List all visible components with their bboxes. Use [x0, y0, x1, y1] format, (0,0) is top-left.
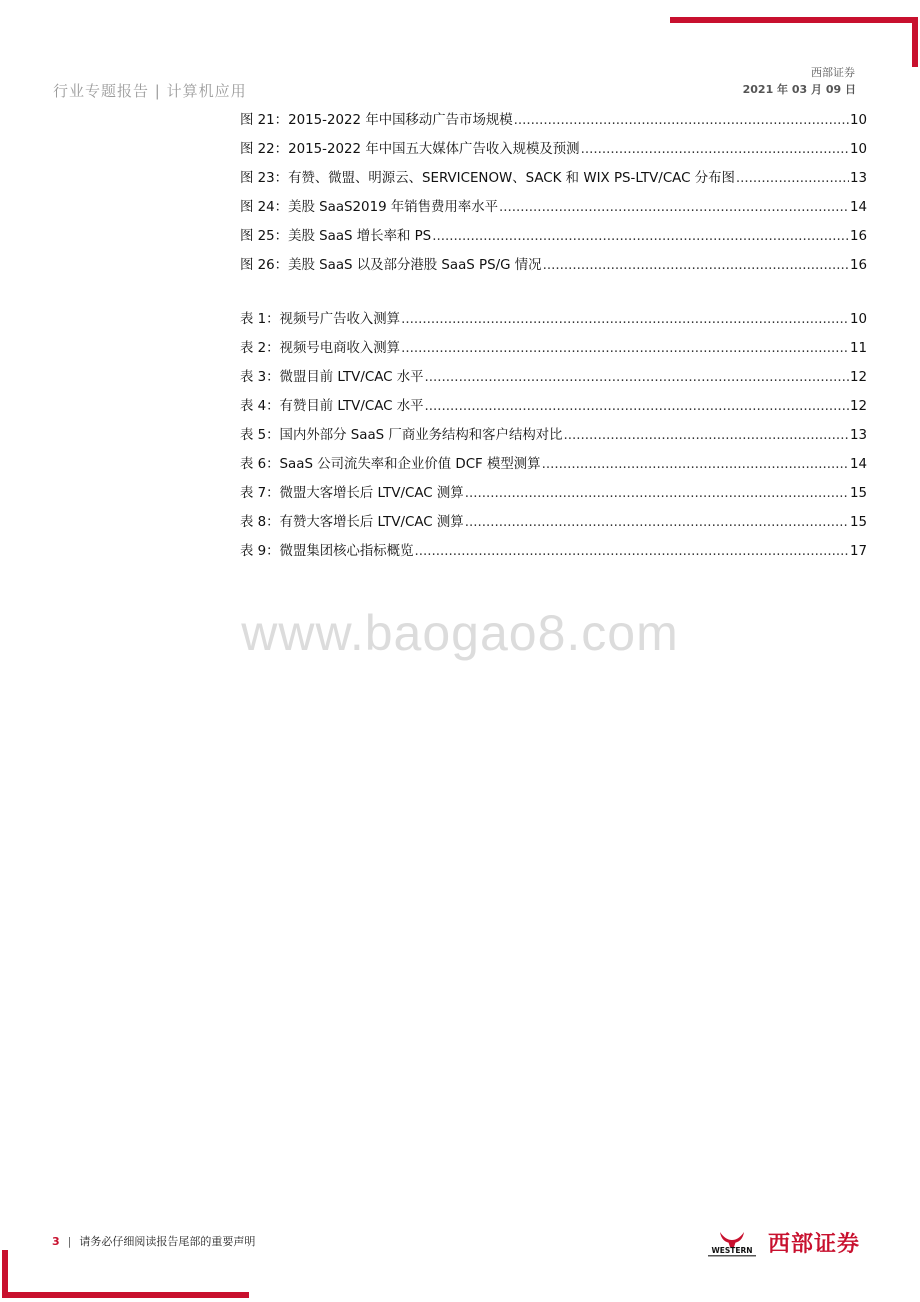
- toc-entry-title: 表 9：微盟集团核心指标概览: [240, 544, 414, 559]
- toc-entry-title: 图 25：美股 SaaS 增长率和 PS: [240, 229, 432, 244]
- toc-entry-page: 12: [849, 399, 867, 414]
- toc-entry-title: 表 2：视频号电商收入测算: [240, 341, 401, 356]
- toc-entry-table-9[interactable]: [240, 532, 867, 561]
- toc-leader-dots: [581, 141, 849, 159]
- toc-entry-title: 表 3：微盟目前 LTV/CAC 水平: [240, 370, 424, 385]
- toc-entry-page: 13: [849, 171, 867, 186]
- toc-entry-table-2[interactable]: [240, 329, 867, 358]
- toc-entry-page: 16: [849, 258, 867, 273]
- toc-entry-title: 表 6：SaaS 公司流失率和企业价值 DCF 模型测算: [240, 457, 541, 472]
- toc-leader-dots: [432, 228, 849, 246]
- toc-entry-table-1[interactable]: [240, 300, 867, 329]
- toc-entry-title: 图 24：美股 SaaS2019 年销售费用率水平: [240, 200, 498, 215]
- toc-leader-dots: [499, 199, 849, 217]
- toc-entry-table-6[interactable]: [240, 445, 867, 474]
- toc-leader-dots: [401, 340, 849, 358]
- toc-leader-dots: [425, 369, 849, 387]
- watermark-text: www.baogao8.com: [241, 605, 679, 661]
- toc-entry-title: 表 7：微盟大客增长后 LTV/CAC 测算: [240, 486, 464, 501]
- toc-entry-page: 10: [849, 113, 867, 128]
- table-list: [240, 300, 867, 561]
- toc-entry-figure-25[interactable]: [240, 217, 867, 246]
- toc-entry-title: 表 1：视频号广告收入测算: [240, 312, 401, 327]
- toc-entry-title: 图 22：2015-2022 年中国五大媒体广告收入规模及预测: [240, 142, 580, 157]
- toc-leader-dots: [736, 170, 849, 188]
- report-date: 2021 年 03 月 09 日: [742, 83, 856, 96]
- toc-entry-table-8[interactable]: [240, 503, 867, 532]
- footer-separator: |: [67, 1234, 72, 1248]
- toc-leader-dots: [465, 485, 849, 503]
- corner-accent-top-horizontal: [670, 17, 918, 23]
- company-logo: [702, 1227, 860, 1258]
- toc-entry-figure-24[interactable]: [240, 188, 867, 217]
- logo-mark-text: WESTERN: [711, 1245, 753, 1255]
- toc-entry-title: 表 4：有赞目前 LTV/CAC 水平: [240, 399, 424, 414]
- toc-leader-dots: [542, 456, 849, 474]
- toc-entry-figure-22[interactable]: [240, 130, 867, 159]
- corner-accent-top-vertical: [912, 17, 918, 67]
- toc-entry-table-5[interactable]: [240, 416, 867, 445]
- toc-entry-page: 12: [849, 370, 867, 385]
- disclaimer-notice: 请务必仔细阅读报告尾部的重要声明: [79, 1235, 256, 1248]
- toc-leader-dots: [414, 543, 848, 561]
- bull-logo-icon: [702, 1228, 762, 1258]
- figure-list: [240, 101, 867, 275]
- logo-company-name: 西部证券: [768, 1231, 861, 1257]
- toc-entry-page: 15: [849, 515, 867, 530]
- toc-leader-dots: [465, 514, 849, 532]
- toc-entry-page: 13: [849, 428, 867, 443]
- toc-leader-dots: [425, 398, 849, 416]
- toc-entry-page: 16: [849, 229, 867, 244]
- toc-entry-figure-21[interactable]: [240, 101, 867, 130]
- page-number: 3: [52, 1234, 60, 1248]
- toc-leader-dots: [543, 257, 849, 275]
- toc-entry-page: 15: [849, 486, 867, 501]
- corner-accent-bottom-vertical: [2, 1250, 8, 1298]
- toc-entry-page: 14: [849, 200, 867, 215]
- toc-entry-figure-26[interactable]: [240, 246, 867, 275]
- toc-entry-title: 图 26：美股 SaaS 以及部分港股 SaaS PS/G 情况: [240, 258, 542, 273]
- toc-leader-dots: [514, 112, 849, 130]
- header-company: 西部证券: [811, 66, 855, 79]
- toc-entry-page: 10: [849, 312, 867, 327]
- toc-entry-page: 17: [849, 544, 867, 559]
- corner-accent-bottom-horizontal: [2, 1292, 249, 1298]
- toc-entry-page: 11: [849, 341, 867, 356]
- toc-entry-page: 14: [849, 457, 867, 472]
- toc-entry-title: 表 5：国内外部分 SaaS 厂商业务结构和客户结构对比: [240, 428, 563, 443]
- toc-leader-dots: [401, 311, 849, 329]
- toc-entry-table-3[interactable]: [240, 358, 867, 387]
- toc-entry-title: 图 21：2015-2022 年中国移动广告市场规模: [240, 113, 513, 128]
- toc-leader-dots: [564, 427, 849, 445]
- toc-entry-figure-23[interactable]: [240, 159, 867, 188]
- toc-entry-title: 表 8：有赞大客增长后 LTV/CAC 测算: [240, 515, 464, 530]
- report-category: 行业专题报告 | 计算机应用: [53, 82, 247, 100]
- toc-entry-table-4[interactable]: [240, 387, 867, 416]
- toc-entry-page: 10: [849, 142, 867, 157]
- toc-entry-title: 图 23：有赞、微盟、明源云、SERVICENOW、SACK 和 WIX PS-LTV/CAC 分布图: [240, 171, 735, 186]
- toc-entry-table-7[interactable]: [240, 474, 867, 503]
- footer-notice: [52, 1233, 255, 1249]
